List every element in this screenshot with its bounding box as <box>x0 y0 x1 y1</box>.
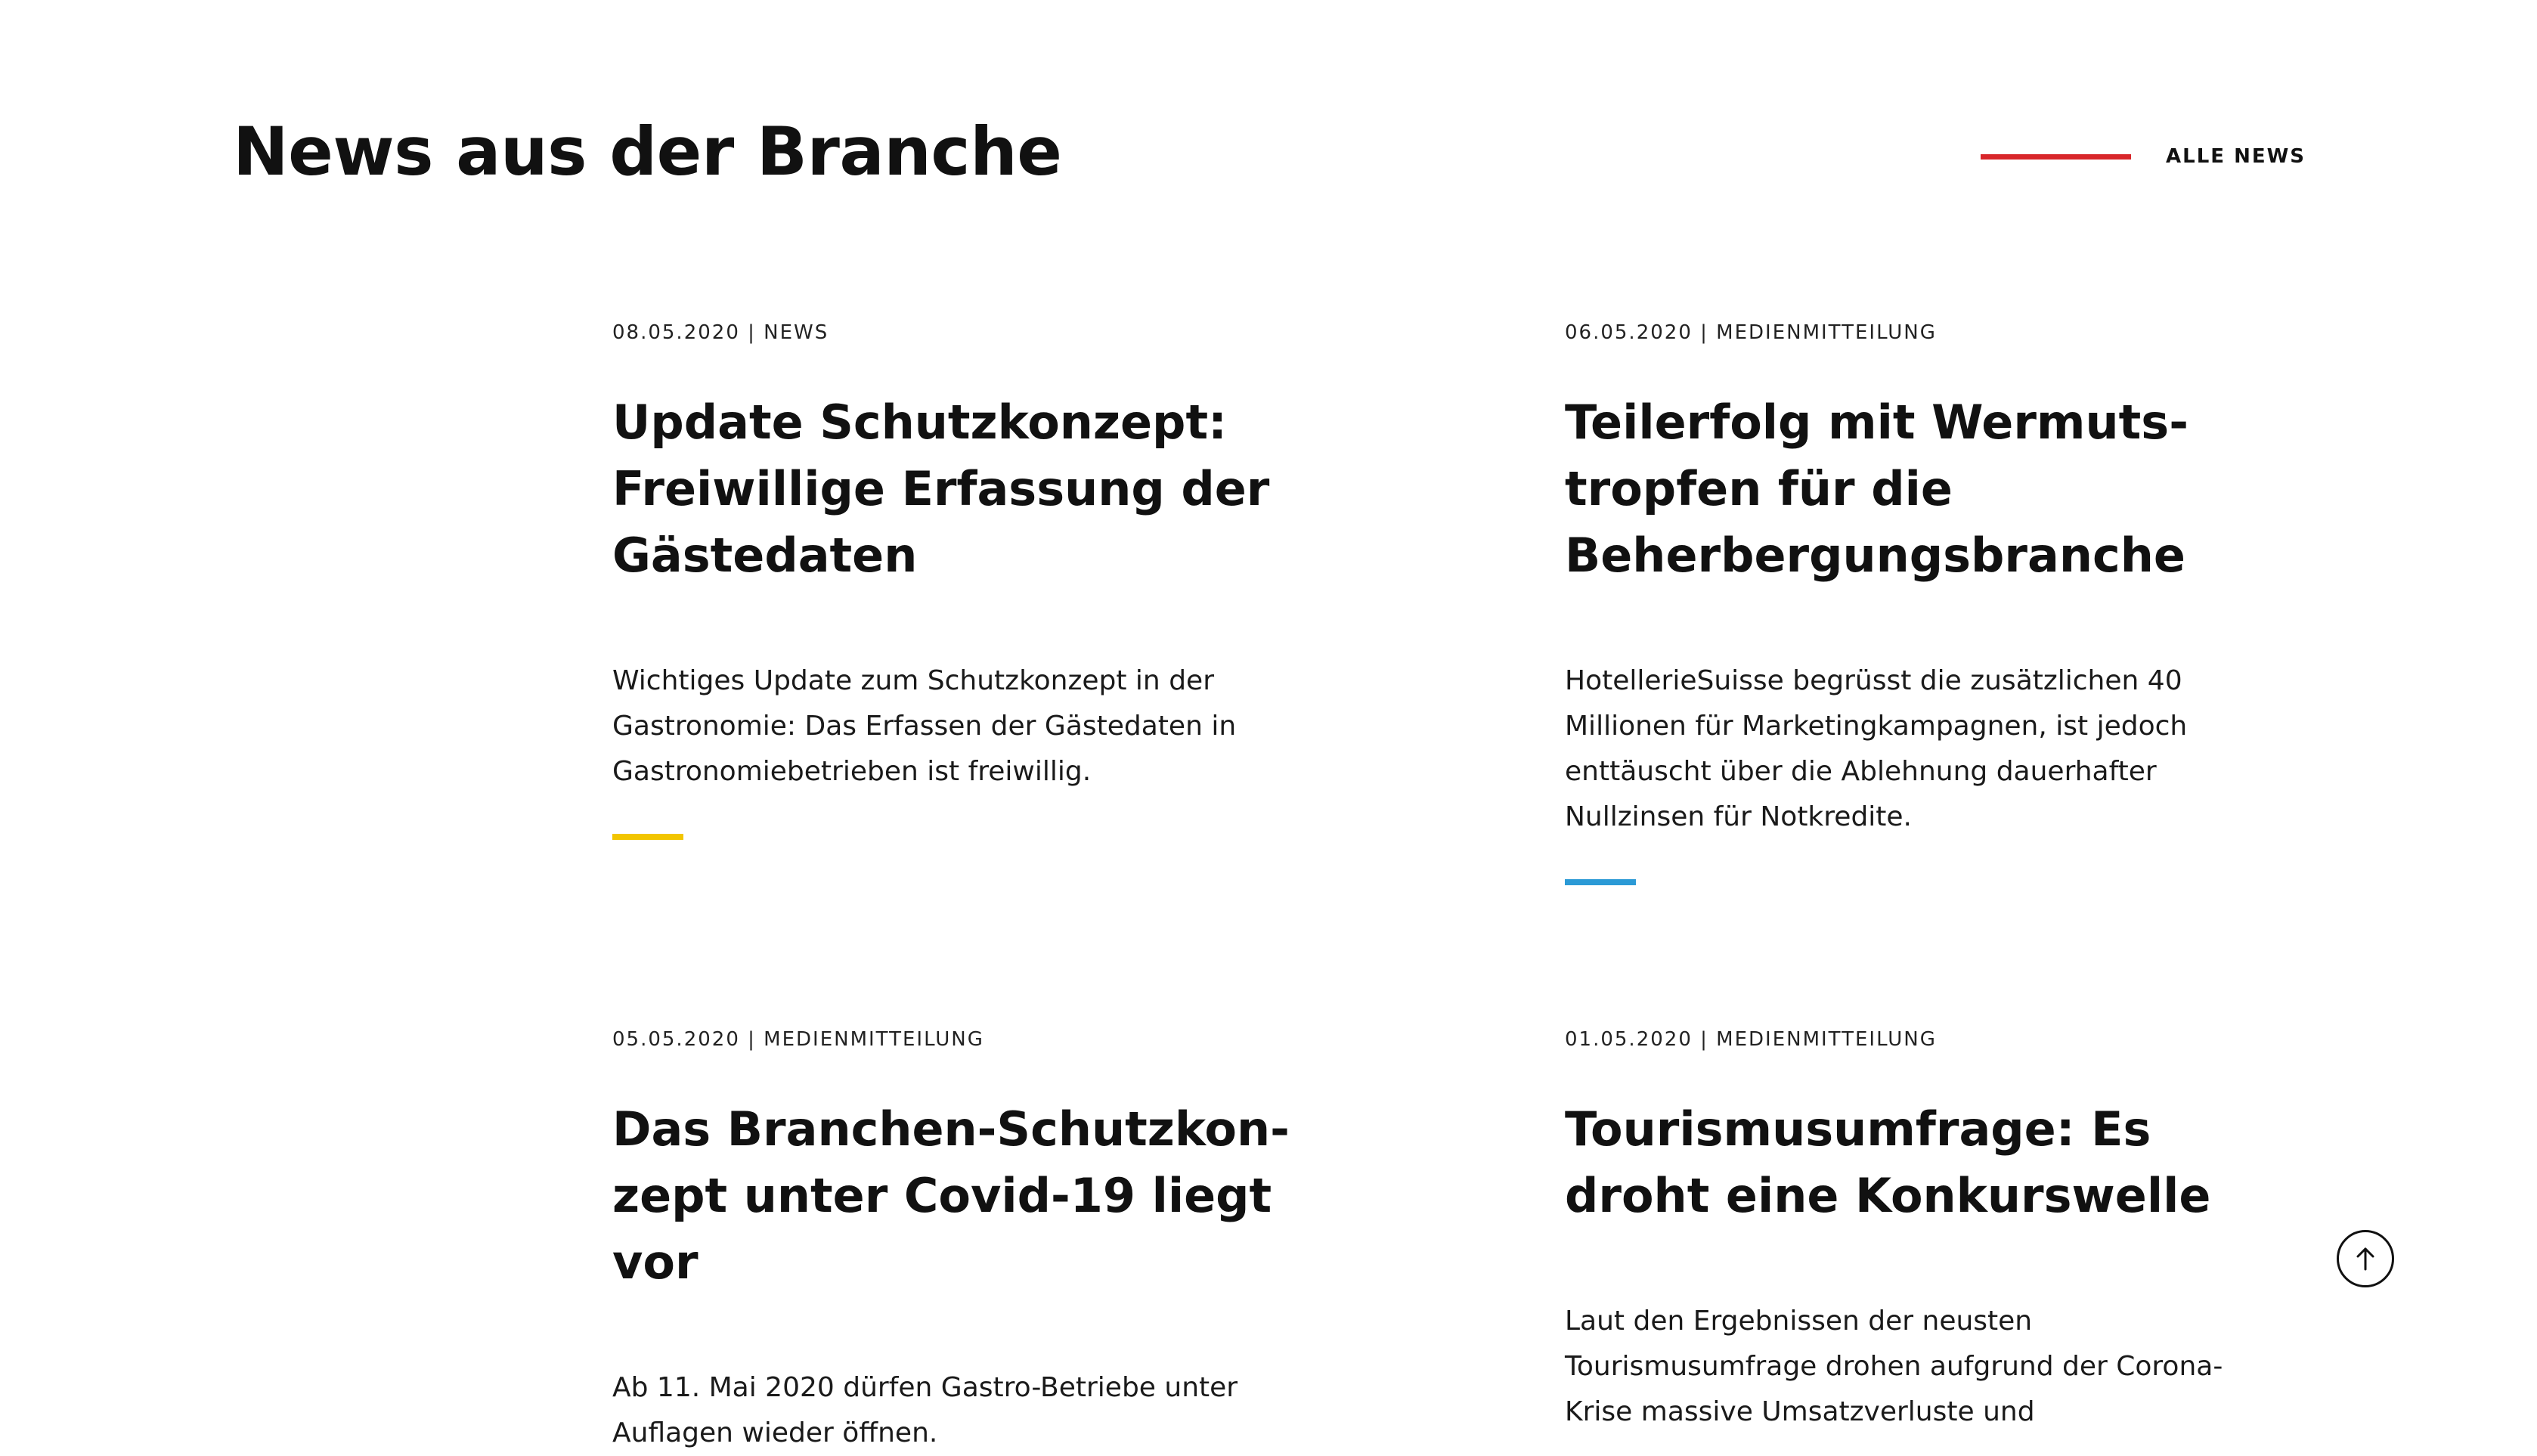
news-accent-line <box>612 834 683 840</box>
news-card[interactable] <box>1565 1027 2245 1435</box>
news-card[interactable] <box>1565 320 2245 885</box>
section-title: News aus der Branche <box>233 113 1062 191</box>
news-title[interactable]: Update Schutzkonzept: Freiwillige Erfassung der Gästedaten <box>612 395 1270 583</box>
news-meta: 08.05.2020 | NEWS <box>612 321 829 344</box>
news-title[interactable]: Teilerfolg mit Wermutstropfen für die Beherbergungsbranche <box>1565 395 2189 583</box>
news-teaser: HotellerieSuisse begrüsst die zusätzlichen 40 Millionen für Marketingkampagnen, ist jedoch enttäuscht über die Ablehnung dauerhafter Nullzinsen für Notkredite. <box>1565 665 2188 832</box>
news-accent-line <box>1565 879 1636 885</box>
news-teaser: Laut den Ergebnissen der neusten Tourismusumfrage drohen aufgrund der Corona-Krise massive Umsatzverluste und <box>1565 1306 2223 1427</box>
arrow-up-icon <box>2351 1244 2380 1273</box>
news-teaser: Wichtiges Update zum Schutzkonzept in der Gastronomie: Das Erfassen der Gästedaten in Gastronomiebetrieben ist freiwillig. <box>612 665 1237 787</box>
scroll-to-top-button[interactable] <box>2337 1230 2394 1287</box>
news-card[interactable] <box>612 1027 1293 1456</box>
all-news-line <box>1981 154 2131 160</box>
all-news-link[interactable] <box>1981 140 2306 173</box>
news-title[interactable]: Tourismusumfrage: Es droht eine Konkurswelle <box>1565 1101 2211 1223</box>
news-title[interactable]: Das Branchen-Schutzkonzept unter Covid-19 liegt vor <box>612 1101 1290 1290</box>
news-meta: 05.05.2020 | MEDIENMITTEILUNG <box>612 1028 984 1051</box>
news-meta: 06.05.2020 | MEDIENMITTEILUNG <box>1565 321 1937 344</box>
news-meta: 01.05.2020 | MEDIENMITTEILUNG <box>1565 1028 1937 1051</box>
news-card[interactable] <box>612 320 1293 840</box>
all-news-label: ALLE NEWS <box>2166 145 2306 168</box>
news-teaser: Ab 11. Mai 2020 dürfen Gastro-Betriebe unter Auflagen wieder öffnen. <box>612 1372 1238 1448</box>
